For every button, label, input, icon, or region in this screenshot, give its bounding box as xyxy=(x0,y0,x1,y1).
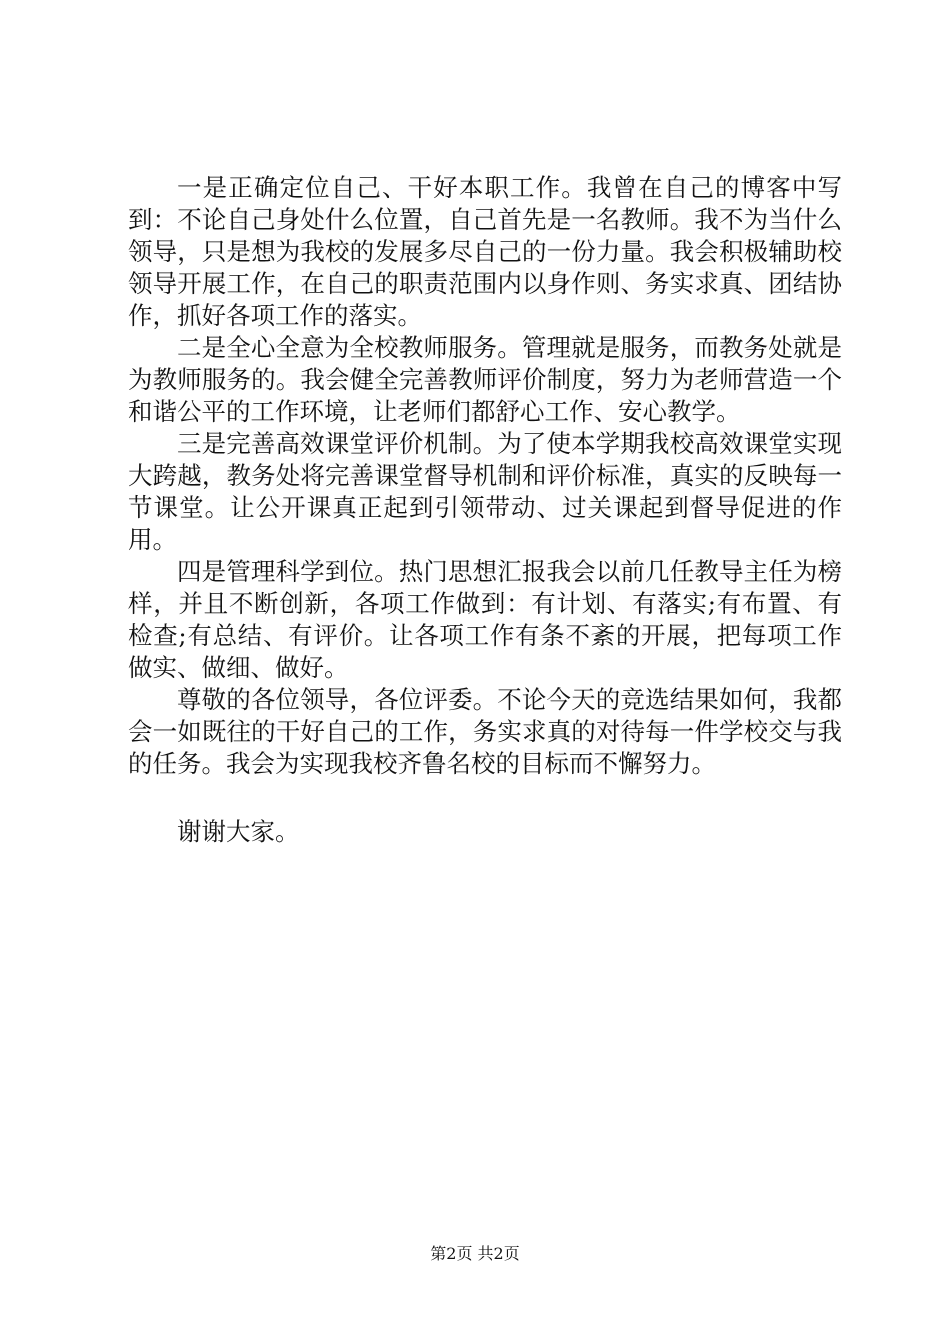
paragraph-2: 二是全心全意为全校教师服务。管理就是服务，而教务处就是为教师服务的。我会健全完善教师评价制度，努力为老师营造一个和谐公平的工作环境，让老师们都舒心工作、安心教学。 xyxy=(128,333,842,426)
document-body xyxy=(128,172,842,848)
paragraph-5: 尊敬的各位领导，各位评委。不论今天的竞选结果如何，我都会一如既往的干好自己的工作，务实求真的对待每一件学校交与我的任务。我会为实现我校齐鲁名校的目标而不懈努力。 xyxy=(128,685,842,778)
paragraph-1: 一是正确定位自己、干好本职工作。我曾在自己的博客中写到：不论自己身处什么位置，自己首先是一名教师。我不为当什么领导，只是想为我校的发展多尽自己的一份力量。我会积极辅助校领导开展工作，在自己的职责范围内以身作则、务实求真、团结协作，抓好各项工作的落实。 xyxy=(128,173,842,330)
paragraph-4: 四是管理科学到位。热门思想汇报我会以前几任教导主任为榜样，并且不断创新，各项工作做到：有计划、有落实;有布置、有检查;有总结、有评价。让各项工作有条不紊的开展，把每项工作做实、做细、做好。 xyxy=(128,557,842,682)
paragraph-3: 三是完善高效课堂评价机制。为了使本学期我校高效课堂实现大跨越，教务处将完善课堂督导机制和评价标准，真实的反映每一节课堂。让公开课真正起到引领带动、过关课起到督导促进的作用。 xyxy=(128,429,842,554)
page-number: 第2页 共2页 xyxy=(430,1244,520,1263)
closing-line: 谢谢大家。 xyxy=(177,817,300,846)
page-footer xyxy=(0,1244,950,1264)
